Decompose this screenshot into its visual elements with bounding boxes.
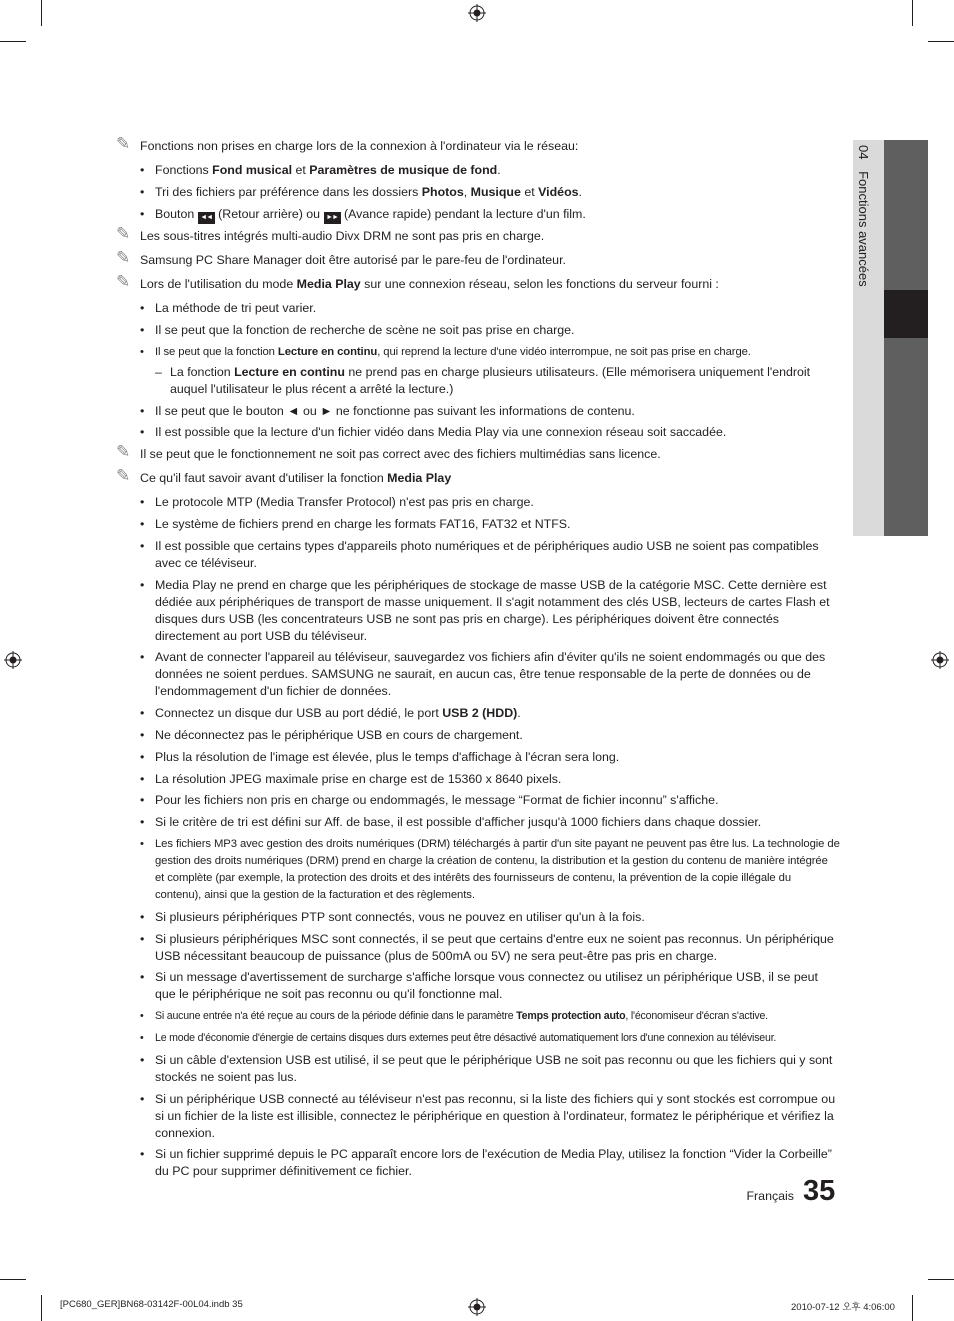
- note-text: Fonctions non prises en charge lors de la connexion à l'ordinateur via le réseau:: [140, 139, 579, 153]
- list-item: • Les fichiers MP3 avec gestion des droits numériques (DRM) téléchargés à partir d'un site payant ne peuvent pas être lus. La technologie de gestion des droits numériques (DRM) prend en charge la création de contenu, la distribution et la gestion du contenu de manière intégrée et complète (par exemple, la protection des droits et des intérêts des fournisseurs de contenu, la prévention de la copie illégale du contenu), ainsi que la gestion de la facturation et des règlements.: [116, 836, 840, 904]
- list-item: • Le protocole MTP (Media Transfer Protocol) n'est pas pris en charge.: [116, 494, 840, 511]
- chapter-label: [856, 145, 871, 287]
- sub-list-item: – La fonction Lecture en continu ne prend pas en charge plusieurs utilisateurs. (Elle mémorisera uniquement l'endroit auquel l'utilisateur le plus récent a arrêté la lecture.): [116, 364, 840, 398]
- registration-mark-icon: [468, 4, 486, 22]
- page-number: 35: [803, 1175, 836, 1207]
- list-item: • Si plusieurs périphériques MSC sont connectés, il se peut que certains d'entre eux ne soient pas reconnus. Un périphérique USB nécessitant beaucoup de puissance (plus de 500mA ou 5V) ne sera peut-être pas pris en charge.: [116, 931, 840, 965]
- crop-mark: [928, 41, 954, 42]
- pencil-note-icon: ✎: [116, 134, 131, 153]
- crop-mark: [41, 1295, 42, 1321]
- print-file-info: [PC680_GER]BN68-03142F-00L04.indb 35: [60, 1299, 243, 1310]
- list-item: • Connectez un disque dur USB au port dédié, le port USB 2 (HDD).: [116, 705, 840, 722]
- list-item: • La méthode de tri peut varier.: [116, 300, 840, 317]
- list-item: • Il est possible que certains types d'appareils photo numériques et de périphériques audio USB ne soient pas compatibles avec ce téléviseur.: [116, 538, 840, 572]
- pencil-note-icon: ✎: [116, 272, 131, 292]
- list-item: • Si un fichier supprimé depuis le PC apparaît encore lors de l'exécution de Media Play, utilisez la fonction “Vider la Corbeille” du PC pour supprimer définitivement ce fichier.: [116, 1146, 840, 1180]
- list-item: • Avant de connecter l'appareil au téléviseur, sauvegardez vos fichiers afin d'éviter qu'ils ne soient endommagés ou que des données ne soient perdues. SAMSUNG ne saurait, en aucun cas, être tenue responsable de la perte de données ou de l'endommagement d'un fichier de données.: [116, 649, 840, 700]
- registration-mark-icon: [4, 651, 22, 669]
- list-item: • Media Play ne prend en charge que les périphériques de stockage de masse USB de la catégorie MSC. Cette dernière est dédiée aux périphériques de transport de masse uniquement. Il s'agit notamment des clés USB, lecteurs de cartes Flash et disques durs USB (les concentrateurs USB ne sont pas pris en charge). Les périphériques doivent être connectés directement au port USB du téléviseur.: [116, 577, 840, 645]
- list-item: • Il se peut que le bouton ◄ ou ► ne fonctionne pas suivant les informations de contenu.: [116, 403, 840, 420]
- note-paragraph: ✎ Les sous-titres intégrés multi-audio Divx DRM ne sont pas pris en charge.: [116, 224, 545, 244]
- list-item: • Bouton ◄◄ (Retour arrière) ou ►► (Avance rapide) pendant la lecture d'un film.: [116, 206, 840, 224]
- list-item: • Ne déconnectez pas le périphérique USB en cours de chargement.: [116, 727, 840, 744]
- crop-mark: [912, 1295, 913, 1321]
- list-item: • Si un périphérique USB connecté au téléviseur n'est pas reconnu, si la liste des fichiers qui y sont stockés est corrompue ou si un fichier de la liste est illisible, connectez le périphérique en question à l'ordinateur, formatez le périphérique et vérifiez la connexion.: [116, 1091, 840, 1142]
- chapter-title: Fonctions avancées: [856, 171, 871, 287]
- fast-forward-icon: ►►: [324, 212, 341, 224]
- list-item: • Le mode d'économie d'énergie de certains disques durs externes peut être désactivé automatiquement lors d'une connexion au téléviseur.: [116, 1030, 840, 1047]
- crop-mark: [0, 1279, 26, 1280]
- crop-mark: [0, 41, 26, 42]
- list-item: • Le système de fichiers prend en charge les formats FAT16, FAT32 et NTFS.: [116, 516, 840, 533]
- note-paragraph: [116, 134, 840, 155]
- crop-mark: [912, 0, 913, 26]
- page-content: [116, 134, 840, 1185]
- registration-mark-icon: [468, 1298, 486, 1316]
- pencil-note-icon: ✎: [116, 442, 131, 462]
- registration-mark-icon: [931, 651, 949, 669]
- note-paragraph: ✎ Samsung PC Share Manager doit être autorisé par le pare-feu de l'ordinateur.: [116, 248, 566, 268]
- note-paragraph: ✎ Lors de l'utilisation du mode Media Play sur une connexion réseau, selon les fonctions du serveur fourni :: [116, 272, 719, 292]
- list-item: • Si un message d'avertissement de surcharge s'affiche lorsque vous connectez ou utilisez un périphérique USB, il se peut que le périphérique ne soit pas reconnu ou qu'il fonctionne mal.: [116, 969, 840, 1003]
- note-paragraph: ✎ Ce qu'il faut savoir avant d'utiliser la fonction Media Play: [116, 466, 452, 486]
- chapter-tab-strip: [884, 140, 928, 536]
- page-language: Français: [746, 1189, 794, 1203]
- chapter-number: 04: [856, 145, 871, 160]
- note-paragraph: ✎ Il se peut que le fonctionnement ne soit pas correct avec des fichiers multimédias sans licence.: [116, 442, 661, 462]
- list-item: • Pour les fichiers non pris en charge ou endommagés, le message “Format de fichier inconnu” s'affiche.: [116, 792, 840, 809]
- list-item: • Il se peut que la fonction de recherche de scène ne soit pas prise en charge.: [116, 322, 840, 339]
- pencil-note-icon: ✎: [116, 248, 131, 268]
- list-item: • Fonctions Fond musical et Paramètres de musique de fond.: [116, 162, 840, 179]
- chapter-tab-indicator: [884, 290, 928, 338]
- crop-mark: [928, 1279, 954, 1280]
- pencil-note-icon: ✎: [116, 224, 131, 244]
- list-item: • Si aucune entrée n'a été reçue au cours de la période définie dans le paramètre Temps protection auto, l'économiseur d'écran s'active.: [116, 1008, 840, 1025]
- rewind-icon: ◄◄: [198, 212, 215, 224]
- list-item: • Plus la résolution de l'image est élevée, plus le temps d'affichage à l'écran sera long.: [116, 749, 840, 766]
- list-item: • La résolution JPEG maximale prise en charge est de 15360 x 8640 pixels.: [116, 771, 840, 788]
- list-item: • Tri des fichiers par préférence dans les dossiers Photos, Musique et Vidéos.: [116, 184, 840, 201]
- list-item: • Il se peut que la fonction Lecture en continu, qui reprend la lecture d'une vidéo interrompue, ne soit pas prise en charge.: [116, 344, 840, 361]
- list-item: • Si un câble d'extension USB est utilisé, il se peut que le périphérique USB ne soit pas reconnu ou que les fichiers qui y sont stockés ne soient pas lus.: [116, 1052, 840, 1086]
- list-item: • Si le critère de tri est défini sur Aff. de base, il est possible d'afficher jusqu'à 1000 fichiers dans chaque dossier.: [116, 814, 840, 831]
- crop-mark: [41, 0, 42, 26]
- pencil-note-icon: ✎: [116, 466, 131, 486]
- list-item: • Il est possible que la lecture d'un fichier vidéo dans Media Play via une connexion réseau soit saccadée.: [116, 424, 840, 441]
- print-date-info: 2010-07-12 오후 4:06:00: [791, 1302, 895, 1313]
- list-item: • Si plusieurs périphériques PTP sont connectés, vous ne pouvez en utiliser qu'un à la fois.: [116, 909, 840, 926]
